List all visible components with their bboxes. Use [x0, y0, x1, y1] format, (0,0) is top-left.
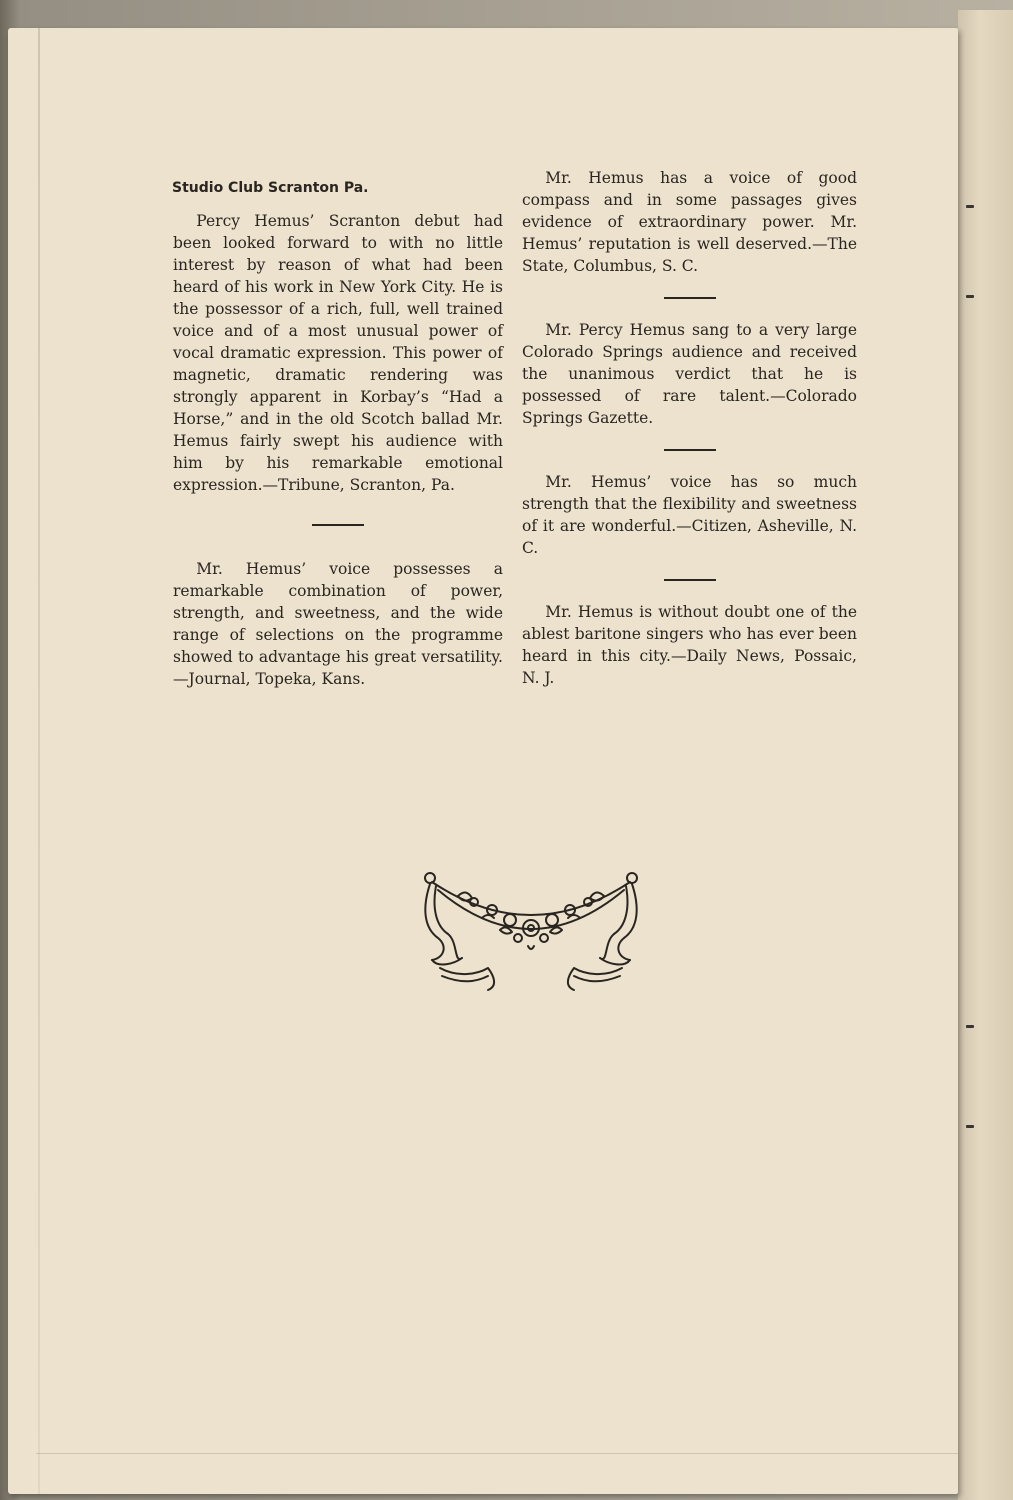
- section-heading: Studio Club Scranton Pa.: [172, 180, 369, 196]
- next-page-edge: [958, 10, 1013, 1500]
- floral-garland-ribbon-icon: [418, 868, 644, 1000]
- right-column: [522, 167, 857, 689]
- review-paragraph: Mr. Hemus’ voice has so much strength that the flexibility and sweetness of it are wonderful.—Citizen, Asheville, N. C.: [522, 473, 857, 557]
- review-paragraph: Mr. Hemus’ voice possesses a remarkable combination of power, strength, and sweetness, and the wide range of selections on the programme showed to advantage his great versatility.—Journal, Topeka, Kans.: [173, 560, 503, 688]
- left-column: [173, 210, 503, 690]
- binding-staple: [966, 295, 974, 298]
- review-paragraph: Mr. Percy Hemus sang to a very large Colorado Springs audience and received the unanimous verdict that he is possessed of rare talent.—Colorado Springs Gazette.: [522, 321, 857, 427]
- review-paragraph: Percy Hemus’ Scranton debut had been looked forward to with no little interest by reason of what had been heard of his work in New York City. He is the possessor of a rich, full, well trained voice and of a most unusual power of vocal dramatic expression. This power of magnetic, dramatic rendering was strongly apparent in Korbay’s “Had a Horse,” and in the old Scotch ballad Mr. Hemus fairly swept his audience with him by his remarkable emotional expression.—Tribune, Scranton, Pa.: [173, 212, 503, 494]
- review-paragraph: Mr. Hemus has a voice of good compass and in some passages gives evidence of extraordinary power. Mr. Hemus’ reputation is well deserved.—The State, Columbus, S. C.: [522, 169, 857, 275]
- binding-staple: [966, 1125, 974, 1128]
- page-bottom-edge: [36, 1453, 958, 1454]
- page-fold-edge: [38, 28, 40, 1494]
- binding-staple: [966, 205, 974, 208]
- binding-staple: [966, 1025, 974, 1028]
- review-paragraph: Mr. Hemus is without doubt one of the ablest baritone singers who has ever been heard in this city.—Daily News, Possaic, N. J.: [522, 603, 857, 687]
